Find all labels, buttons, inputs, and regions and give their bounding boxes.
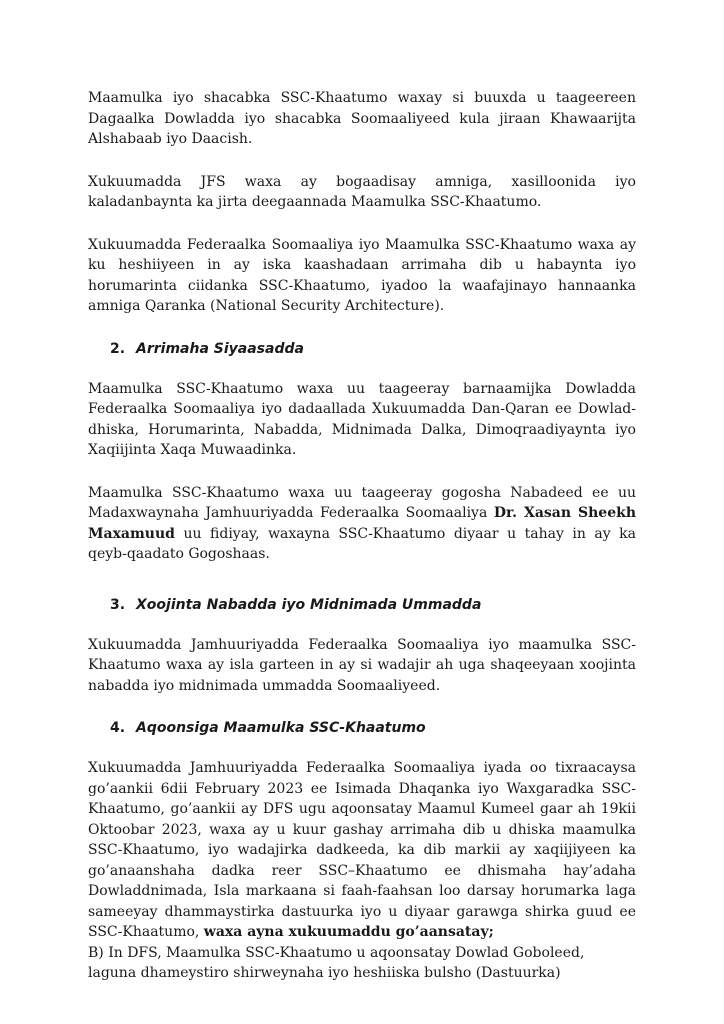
section-number: 4. xyxy=(110,720,126,736)
paragraph-peace-unity: Xukuumadda Jamhuuriyadda Federaalka Soomaaliya iyo maamulka SSC-Khaatumo waxa ay isla garteen in ay si wadajir ah uga shaqeeyaan xoojinta nabadda iyo midnimada ummadda Soomaaliyeed. xyxy=(88,636,636,694)
decision-statement: waxa ayna xukuumaddu go’aansatay; xyxy=(203,924,494,940)
section-number: 2. xyxy=(110,340,126,357)
paragraph-recognition: Xukuumadda Jamhuuriyadda Federaalka Soomaaliya iyada oo tixraacaysa go’aankii 6dii February 2023 ee Isimada Dhaqanka iyo Waxgaradka SSC-Khaatumo, go’aankii ay DFS ugu aqoonsatay Maamul Kumeel gaar ah 19kii Oktoobar 2023, waxa ay u kuur gashay arrimaha dib u dhiska maamulka SSC-Khaatumo, iyo wadajirka dadkeeda, ka dib markii ay xaqiijiyeen ka go’anaanshaha dadka reer SSC–Khaatumo ee dhismaha hay’adaha Dowladdnimada, Isla markaana si faah-faahsan loo darsay horumarka laga sameeyay dhammaystirka dastuurka iyo u diyaar garawga shirka guud ee SSC-Khaatumo, waxa ayna xukuumaddu go’aansatay; xyxy=(88,760,636,940)
paragraph-support-war: Maamulka iyo shacabka SSC-Khaatumo waxay si buuxda u taageereen Dagaalka Dowladda iyo shacabka Soomaaliyeed kula jiraan Khawaarijta Alshabaab iyo Daacish. xyxy=(88,90,636,147)
section-title: Xoojinta Nabadda iyo Midnimada Ummadda xyxy=(136,596,482,613)
section-title: Aqoonsiga Maamulka SSC-Khaatumo xyxy=(136,720,426,736)
section-heading-politics xyxy=(110,339,636,359)
section-heading-recognition xyxy=(110,718,636,738)
paragraph-peace-conference: Maamulka SSC-Khaatumo waxa uu taageeray gogosha Nabadeed ee uu Madaxwaynaha Jamhuuriyadda Federaalka Soomaaliya Dr. Xasan Sheekh Maxamuud uu fidiyay, waxayna SSC-Khaatumo diyaar u tahay in ay ka qeyb-qaadato Gogoshaas. xyxy=(88,484,636,562)
paragraph-forces-reform: Xukuumadda Federaalka Soomaaliya iyo Maamulka SSC-Khaatumo waxa ay ku heshiiyeen in ay iska kaashadaan arrimaha dib u habaynta iyo horumarinta ciidanka SSC-Khaatumo, iyadoo la waafajinayo hannaanka amniga Qaranka (National Security Architecture). xyxy=(88,236,636,314)
paragraph-recognition-b: B) In DFS, Maamulka SSC-Khaatumo u aqoonsatay Dowlad Goboleed, laguna dhameystiro shirweynaha iyo heshiiska bulsho (Dastuurka) xyxy=(88,944,585,981)
section-title: Arrimaha Siyaasadda xyxy=(136,340,304,357)
paragraph-politics-support: Maamulka SSC-Khaatumo waxa uu taageeray barnaamijka Dowladda Federaalka Soomaaliya iyo dadaallada Xukuumadda Dan-Qaran ee Dowlad-dhiska, Horumarinta, Nabadda, Midnimada Dalka, Dimoqraadiyaynta iyo Xaqiijinta Xaqa Muwaadinka. xyxy=(88,380,636,458)
section-heading-peace-unity xyxy=(110,595,636,615)
section-number: 3. xyxy=(110,596,126,613)
president-name: Dr. Xasan Sheekh Maxamuud xyxy=(88,505,636,542)
paragraph-security-praise: Xukuumadda JFS waxa ay bogaadisay amniga, xasilloonida iyo kaladanbaynta ka jirta deegaannada Maamulka SSC-Khaatumo. xyxy=(88,173,636,210)
